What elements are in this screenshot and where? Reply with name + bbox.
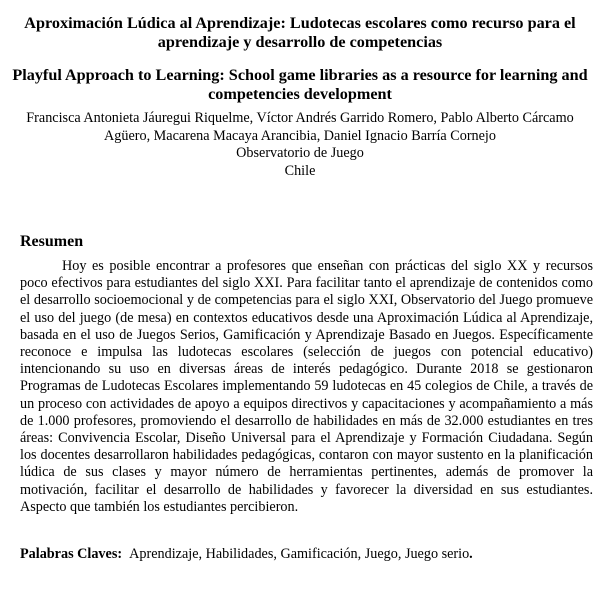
country: Chile (284, 162, 316, 179)
title-spanish: Aproximación Lúdica al Aprendizaje: Ludotecas escolares como recurso para el aprendizaje y desarrollo de competencias (24, 14, 576, 51)
abstract-body: Hoy es posible encontrar a profesores que enseñan con prácticas del siglo XX y recursos poco efectivos para estudiantes del siglo XXI. Para facilitar tanto el aprendizaje de contenidos como el desarrollo socioemocional y de competencias para el siglo XXI, Observatorio del Juego promueve el uso del juego (de mesa) en contextos educativos desde una Aproximación Lúdica al Aprendizaje, basada en el uso de Juegos Serios, Gamificación y Aprendizaje Basado en Juegos. Específicamente reconoce e impulsa las ludotecas escolares (selección de juegos con potencial educativo) intencionando su uso en diversas áreas de interés pedagógico. Durante 2018 se gestionaron Programas de Ludotecas Escolares implementando 59 ludotecas en 45 colegios de Chile, a través de un proceso con actividades de apoyo a equipos directivos y capacitaciones y acompañamiento a más de 1.000 profesores, promoviendo el desarrollo de habilidades en más de 32.000 estudiantes en tres áreas: Convivencia Escolar, Diseño Universal para el Aprendizaje y Formación Ciudadana. Según los docentes desarrollaron habilidades pedagógicas, contaron con mayor sustento en la planificación lúdica de sus clases y mayor número de herramientas pertinentes, además de promover la motivación, facilitar el desarrollo de habilidades y favorecer la diversidad en sus estudiantes. Aspecto que también los estudiantes percibieron. (20, 258, 593, 515)
keywords-terminator: . (469, 546, 473, 562)
author-block (0, 110, 600, 180)
authors-line-1: Francisca Antonieta Jáuregui Riquelme, Víctor Andrés Garrido Romero, Pablo Alberto Cárcamo (26, 110, 574, 126)
authors-line-2: Agüero, Macarena Macaya Arancibia, Daniel Ignacio Barría Cornejo (104, 127, 496, 144)
keywords-list: Aprendizaje, Habilidades, Gamificación, Juego, Juego serio (129, 546, 470, 562)
title-english: Playful Approach to Learning: School game libraries as a resource for learning and competencies development (12, 66, 588, 103)
affiliation: Observatorio de Juego (236, 145, 364, 161)
keywords-label: Palabras Claves: (20, 546, 123, 562)
abstract-heading: Resumen (20, 233, 84, 250)
keywords-line (20, 546, 473, 563)
